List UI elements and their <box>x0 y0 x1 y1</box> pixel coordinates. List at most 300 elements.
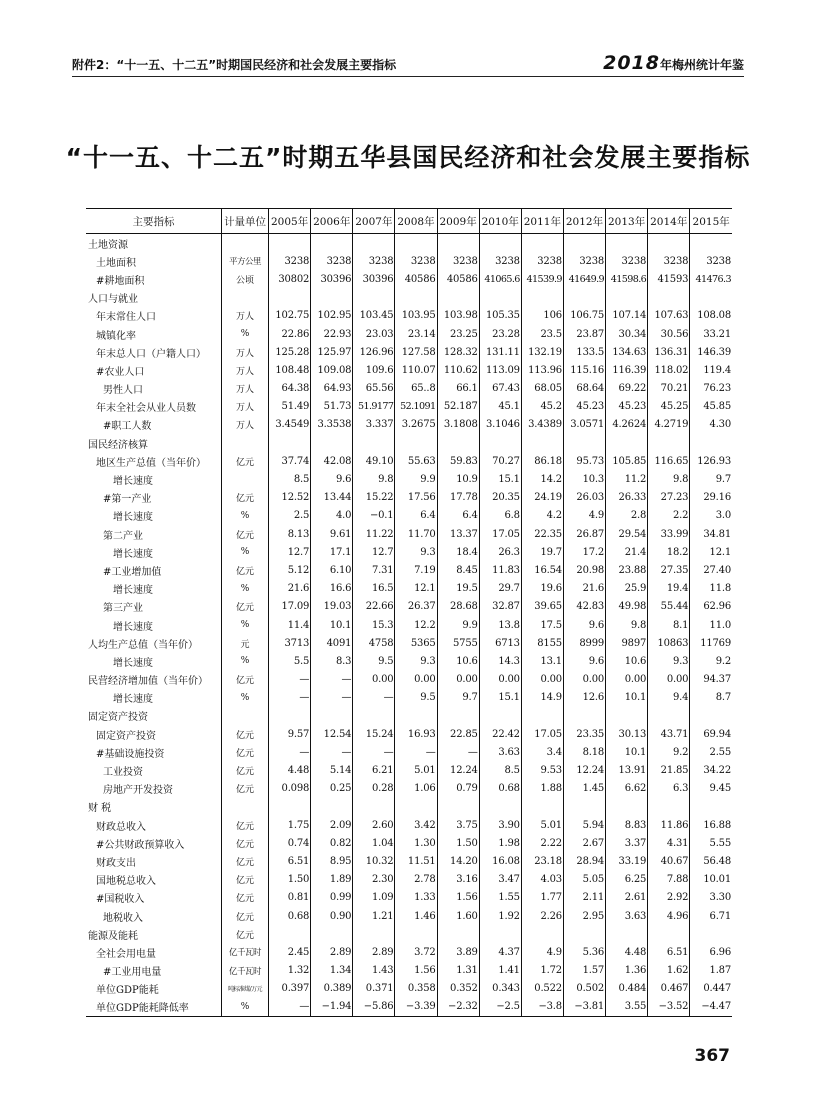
value-cell: 103.95 <box>395 307 437 325</box>
value-cell: 0.358 <box>395 980 437 998</box>
value-cell: 66.1 <box>437 380 479 398</box>
indicator-name: 第二产业 <box>103 530 143 542</box>
value-cell <box>269 434 311 452</box>
value-cell: 19.7 <box>521 543 563 561</box>
value-cell: 3238 <box>395 252 437 270</box>
value-cell: 16.08 <box>479 852 521 870</box>
value-cell: 3238 <box>437 252 479 270</box>
value-cell: 21.85 <box>648 761 690 779</box>
indicator-name: 增长速度 <box>113 657 153 669</box>
value-cell: 13.91 <box>606 761 648 779</box>
value-cell: 0.447 <box>690 980 732 998</box>
value-cell <box>479 707 521 725</box>
unit-cell: 亿元 <box>221 743 268 761</box>
value-cell: 68.05 <box>521 380 563 398</box>
value-cell: 3.4549 <box>269 416 311 434</box>
value-cell: 8.18 <box>563 743 605 761</box>
value-cell: 0.00 <box>437 671 479 689</box>
value-cell: 3.72 <box>395 943 437 961</box>
value-cell: 14.3 <box>479 652 521 670</box>
value-cell: 16.6 <box>311 580 353 598</box>
value-cell: 146.39 <box>690 343 732 361</box>
value-cell: 51.49 <box>269 398 311 416</box>
indicator-name: #第一产业 <box>103 494 152 506</box>
value-cell: 3.75 <box>437 816 479 834</box>
value-cell: 17.05 <box>521 725 563 743</box>
value-cell: 6.25 <box>606 871 648 889</box>
value-cell: — <box>269 689 311 707</box>
value-cell: 16.93 <box>395 725 437 743</box>
unit-cell: % <box>221 616 268 634</box>
value-cell <box>353 289 395 307</box>
table-row <box>86 743 732 761</box>
value-cell: 0.098 <box>269 780 311 798</box>
value-cell: 9.6 <box>311 470 353 488</box>
value-cell: 1.92 <box>479 907 521 925</box>
column-header: 计量单位 <box>221 209 268 234</box>
value-cell: 0.00 <box>648 671 690 689</box>
value-cell: 33.99 <box>648 525 690 543</box>
value-cell: 0.389 <box>311 980 353 998</box>
value-cell: 52.1091 <box>395 398 437 416</box>
value-cell: 10.6 <box>437 652 479 670</box>
value-cell: 12.1 <box>395 580 437 598</box>
value-cell: 11.51 <box>395 852 437 870</box>
value-cell <box>606 798 648 816</box>
indicator-name: 能源及能耗 <box>88 930 138 942</box>
value-cell <box>606 707 648 725</box>
value-cell: 28.94 <box>563 852 605 870</box>
unit-cell: 吨标准煤/万元 <box>221 980 268 998</box>
value-cell <box>690 434 732 452</box>
value-cell: 107.63 <box>648 307 690 325</box>
value-cell <box>311 798 353 816</box>
value-cell: 10.32 <box>353 852 395 870</box>
value-cell <box>606 434 648 452</box>
value-cell: 1.36 <box>606 962 648 980</box>
unit-cell: % <box>221 998 268 1017</box>
indicator-name: 城镇化率 <box>96 330 136 342</box>
value-cell: 19.5 <box>437 580 479 598</box>
value-cell: 5.01 <box>395 761 437 779</box>
value-cell <box>395 798 437 816</box>
value-cell: 45.85 <box>690 398 732 416</box>
value-cell: 110.07 <box>395 361 437 379</box>
value-cell: 6.96 <box>690 943 732 961</box>
value-cell: 22.35 <box>521 525 563 543</box>
value-cell: 7.31 <box>353 561 395 579</box>
unit-cell: 亿元 <box>221 725 268 743</box>
value-cell: 40586 <box>395 270 437 288</box>
column-header: 2007年 <box>353 209 395 234</box>
value-cell: 2.30 <box>353 871 395 889</box>
value-cell: −2.5 <box>479 998 521 1017</box>
value-cell: 10.1 <box>606 689 648 707</box>
unit-cell: 亿元 <box>221 834 268 852</box>
value-cell: 8155 <box>521 634 563 652</box>
value-cell: 62.96 <box>690 598 732 616</box>
value-cell: 33.21 <box>690 325 732 343</box>
value-cell: 67.43 <box>479 380 521 398</box>
value-cell: 9.3 <box>648 652 690 670</box>
value-cell: 6.51 <box>269 852 311 870</box>
value-cell: 14.9 <box>521 689 563 707</box>
value-cell: 13.37 <box>437 525 479 543</box>
value-cell: 1.87 <box>690 962 732 980</box>
value-cell: 9.6 <box>563 616 605 634</box>
value-cell: 10.1 <box>311 616 353 634</box>
unit-cell: % <box>221 689 268 707</box>
unit-cell: 亿元 <box>221 452 268 470</box>
header-section-title: 附件2：“十一五、十二五”时期国民经济和社会发展主要指标 <box>72 58 397 72</box>
value-cell: 12.24 <box>563 761 605 779</box>
value-cell: 3.0571 <box>563 416 605 434</box>
value-cell: 12.54 <box>311 725 353 743</box>
table-row <box>86 489 732 507</box>
value-cell: 4.31 <box>648 834 690 852</box>
indicator-name: #基础设施投资 <box>96 748 165 760</box>
value-cell: 0.82 <box>311 834 353 852</box>
value-cell <box>395 925 437 943</box>
indicator-name: 增长速度 <box>113 512 153 524</box>
value-cell <box>606 925 648 943</box>
value-cell: −0.1 <box>353 507 395 525</box>
value-cell <box>606 234 648 253</box>
value-cell: 69.22 <box>606 380 648 398</box>
column-header: 2008年 <box>395 209 437 234</box>
value-cell <box>311 434 353 452</box>
value-cell: 37.74 <box>269 452 311 470</box>
value-cell: 6.4 <box>395 507 437 525</box>
value-cell: 108.48 <box>269 361 311 379</box>
value-cell: 9.8 <box>353 470 395 488</box>
indicator-name: 财政支出 <box>96 857 136 869</box>
table-row <box>86 270 732 288</box>
page-number: 367 <box>694 1046 730 1066</box>
value-cell: 1.98 <box>479 834 521 852</box>
value-cell: 4091 <box>311 634 353 652</box>
value-cell: 3238 <box>563 252 605 270</box>
value-cell <box>521 925 563 943</box>
value-cell <box>521 289 563 307</box>
value-cell: 0.343 <box>479 980 521 998</box>
value-cell: 49.98 <box>606 598 648 616</box>
value-cell: 1.62 <box>648 962 690 980</box>
indicator-name: 房地产开发投资 <box>103 785 173 797</box>
value-cell: 132.19 <box>521 343 563 361</box>
indicator-name: 增长速度 <box>113 548 153 560</box>
value-cell: 20.35 <box>479 489 521 507</box>
unit-cell: 万人 <box>221 361 268 379</box>
value-cell: 45.25 <box>648 398 690 416</box>
value-cell: 29.16 <box>690 489 732 507</box>
value-cell: 2.89 <box>311 943 353 961</box>
indicator-name: 土地资源 <box>88 239 128 251</box>
value-cell <box>437 707 479 725</box>
value-cell <box>269 234 311 253</box>
indicator-name: #职工人数 <box>103 421 152 433</box>
value-cell: −1.94 <box>311 998 353 1017</box>
value-cell: 6.8 <box>479 507 521 525</box>
value-cell: 34.22 <box>690 761 732 779</box>
value-cell: 59.83 <box>437 452 479 470</box>
value-cell: 2.67 <box>563 834 605 852</box>
value-cell: 49.10 <box>353 452 395 470</box>
value-cell: 6.71 <box>690 907 732 925</box>
value-cell: 11.83 <box>479 561 521 579</box>
value-cell: 40.67 <box>648 852 690 870</box>
value-cell: 21.6 <box>563 580 605 598</box>
value-cell: 23.18 <box>521 852 563 870</box>
table-body <box>86 234 732 1017</box>
value-cell: 4.48 <box>606 943 648 961</box>
value-cell: 42.83 <box>563 598 605 616</box>
value-cell: 1.30 <box>395 834 437 852</box>
column-header: 2013年 <box>606 209 648 234</box>
value-cell <box>521 234 563 253</box>
value-cell: 1.41 <box>479 962 521 980</box>
value-cell: 95.73 <box>563 452 605 470</box>
value-cell: 105.35 <box>479 307 521 325</box>
value-cell: 20.98 <box>563 561 605 579</box>
value-cell <box>437 798 479 816</box>
value-cell: 2.22 <box>521 834 563 852</box>
value-cell: 30396 <box>311 270 353 288</box>
value-cell: 70.21 <box>648 380 690 398</box>
value-cell: 3238 <box>648 252 690 270</box>
table-row <box>86 798 732 816</box>
value-cell: 0.467 <box>648 980 690 998</box>
indicator-name: 地区生产总值（当年价） <box>96 457 206 469</box>
unit-cell <box>221 798 268 816</box>
value-cell: 32.87 <box>479 598 521 616</box>
value-cell: −2.32 <box>437 998 479 1017</box>
value-cell <box>353 798 395 816</box>
value-cell: 29.7 <box>479 580 521 598</box>
value-cell <box>353 234 395 253</box>
value-cell: — <box>311 743 353 761</box>
value-cell: −3.52 <box>648 998 690 1017</box>
value-cell: −3.8 <box>521 998 563 1017</box>
table-row <box>86 616 732 634</box>
value-cell: 10.3 <box>563 470 605 488</box>
unit-cell: 公顷 <box>221 270 268 288</box>
table-row <box>86 307 732 325</box>
value-cell: 3238 <box>311 252 353 270</box>
value-cell: 116.39 <box>606 361 648 379</box>
table-row <box>86 452 732 470</box>
value-cell: 126.93 <box>690 452 732 470</box>
value-cell: 0.00 <box>353 671 395 689</box>
table-row <box>86 980 732 998</box>
value-cell: 22.85 <box>437 725 479 743</box>
value-cell: 3.4389 <box>521 416 563 434</box>
value-cell: 108.08 <box>690 307 732 325</box>
value-cell: 13.8 <box>479 616 521 634</box>
table-row <box>86 398 732 416</box>
value-cell: 27.40 <box>690 561 732 579</box>
value-cell: 22.66 <box>353 598 395 616</box>
value-cell: 17.2 <box>563 543 605 561</box>
value-cell: 1.33 <box>395 889 437 907</box>
value-cell: 0.74 <box>269 834 311 852</box>
value-cell: 26.33 <box>606 489 648 507</box>
value-cell: 116.65 <box>648 452 690 470</box>
document-title: “十一五、十二五”时期五华县国民经济和社会发展主要指标 <box>65 143 751 172</box>
value-cell: 17.56 <box>395 489 437 507</box>
value-cell: 2.55 <box>690 743 732 761</box>
value-cell: 0.484 <box>606 980 648 998</box>
value-cell <box>437 925 479 943</box>
table-row <box>86 761 732 779</box>
value-cell: 41065.6 <box>479 270 521 288</box>
value-cell: 9.2 <box>690 652 732 670</box>
value-cell: 2.5 <box>269 507 311 525</box>
unit-cell <box>221 434 268 452</box>
unit-cell <box>221 470 268 488</box>
column-header: 2014年 <box>648 209 690 234</box>
value-cell: 0.81 <box>269 889 311 907</box>
value-cell: 4.2624 <box>606 416 648 434</box>
value-cell: 1.60 <box>437 907 479 925</box>
value-cell: 1.21 <box>353 907 395 925</box>
value-cell: 11769 <box>690 634 732 652</box>
value-cell <box>563 707 605 725</box>
value-cell: 8.13 <box>269 525 311 543</box>
value-cell: 103.45 <box>353 307 395 325</box>
indicator-name: 财 税 <box>88 803 112 815</box>
value-cell: 19.03 <box>311 598 353 616</box>
value-cell: 0.397 <box>269 980 311 998</box>
value-cell: 8.5 <box>269 470 311 488</box>
value-cell: 12.6 <box>563 689 605 707</box>
value-cell: 17.1 <box>311 543 353 561</box>
value-cell: 26.03 <box>563 489 605 507</box>
value-cell: 3.4 <box>521 743 563 761</box>
table-row <box>86 343 732 361</box>
value-cell: 6713 <box>479 634 521 652</box>
value-cell <box>690 289 732 307</box>
value-cell: 41598.6 <box>606 270 648 288</box>
value-cell: 16.54 <box>521 561 563 579</box>
value-cell: 0.90 <box>311 907 353 925</box>
column-header: 2005年 <box>269 209 311 234</box>
value-cell <box>395 234 437 253</box>
value-cell: 41539.9 <box>521 270 563 288</box>
value-cell: 8.95 <box>311 852 353 870</box>
value-cell: 11.4 <box>269 616 311 634</box>
value-cell: 64.38 <box>269 380 311 398</box>
indicator-name: #国税收入 <box>96 894 145 906</box>
value-cell: 70.27 <box>479 452 521 470</box>
value-cell: 3.42 <box>395 816 437 834</box>
value-cell: 6.21 <box>353 761 395 779</box>
value-cell: 2.11 <box>563 889 605 907</box>
table-row <box>86 598 732 616</box>
value-cell: 41593 <box>648 270 690 288</box>
unit-cell: 亿元 <box>221 598 268 616</box>
value-cell: 2.60 <box>353 816 395 834</box>
value-cell <box>563 434 605 452</box>
indicator-name: 年末全社会从业人员数 <box>96 403 196 415</box>
value-cell: 5.36 <box>563 943 605 961</box>
value-cell: 126.96 <box>353 343 395 361</box>
value-cell: 41649.9 <box>563 270 605 288</box>
value-cell: 6.62 <box>606 780 648 798</box>
value-cell: 134.63 <box>606 343 648 361</box>
value-cell: 19.6 <box>521 580 563 598</box>
value-cell: — <box>437 743 479 761</box>
value-cell: 13.1 <box>521 652 563 670</box>
value-cell: 9.57 <box>269 725 311 743</box>
value-cell: — <box>311 671 353 689</box>
value-cell: 9.5 <box>353 652 395 670</box>
indicator-name: 国民经济核算 <box>88 439 148 451</box>
value-cell: 2.09 <box>311 816 353 834</box>
value-cell: — <box>353 743 395 761</box>
value-cell: 5.14 <box>311 761 353 779</box>
indicator-name: 民营经济增加值（当年价） <box>88 676 208 688</box>
value-cell: 9.4 <box>648 689 690 707</box>
value-cell: 0.00 <box>521 671 563 689</box>
column-header: 2011年 <box>521 209 563 234</box>
value-cell: 4758 <box>353 634 395 652</box>
unit-cell: % <box>221 543 268 561</box>
value-cell: 2.95 <box>563 907 605 925</box>
value-cell <box>437 234 479 253</box>
table-row <box>86 252 732 270</box>
table-row <box>86 361 732 379</box>
value-cell: 5.55 <box>690 834 732 852</box>
table-row <box>86 580 732 598</box>
value-cell: 17.09 <box>269 598 311 616</box>
value-cell: 69.94 <box>690 725 732 743</box>
value-cell: 45.23 <box>563 398 605 416</box>
value-cell: 55.63 <box>395 452 437 470</box>
column-header: 2010年 <box>479 209 521 234</box>
value-cell <box>563 234 605 253</box>
value-cell: 22.42 <box>479 725 521 743</box>
value-cell <box>311 234 353 253</box>
value-cell: 11.70 <box>395 525 437 543</box>
value-cell: 9.7 <box>690 470 732 488</box>
value-cell: 9897 <box>606 634 648 652</box>
table-row <box>86 998 732 1017</box>
value-cell: 136.31 <box>648 343 690 361</box>
value-cell: 7.88 <box>648 871 690 889</box>
value-cell: 107.14 <box>606 307 648 325</box>
value-cell: 0.25 <box>311 780 353 798</box>
value-cell: 2.26 <box>521 907 563 925</box>
value-cell: 115.16 <box>563 361 605 379</box>
indicator-name: 固定资产投资 <box>96 730 156 742</box>
value-cell: 34.81 <box>690 525 732 543</box>
value-cell: 23.88 <box>606 561 648 579</box>
value-cell: 106 <box>521 307 563 325</box>
value-cell: 9.45 <box>690 780 732 798</box>
value-cell: 1.55 <box>479 889 521 907</box>
value-cell: 106.75 <box>563 307 605 325</box>
value-cell: 6.10 <box>311 561 353 579</box>
value-cell: 4.30 <box>690 416 732 434</box>
value-cell <box>395 707 437 725</box>
indicator-name: 固定资产投资 <box>88 712 148 724</box>
running-header <box>72 52 744 77</box>
value-cell: 3.47 <box>479 871 521 889</box>
table-row <box>86 525 732 543</box>
value-cell: 26.87 <box>563 525 605 543</box>
value-cell: 2.92 <box>648 889 690 907</box>
